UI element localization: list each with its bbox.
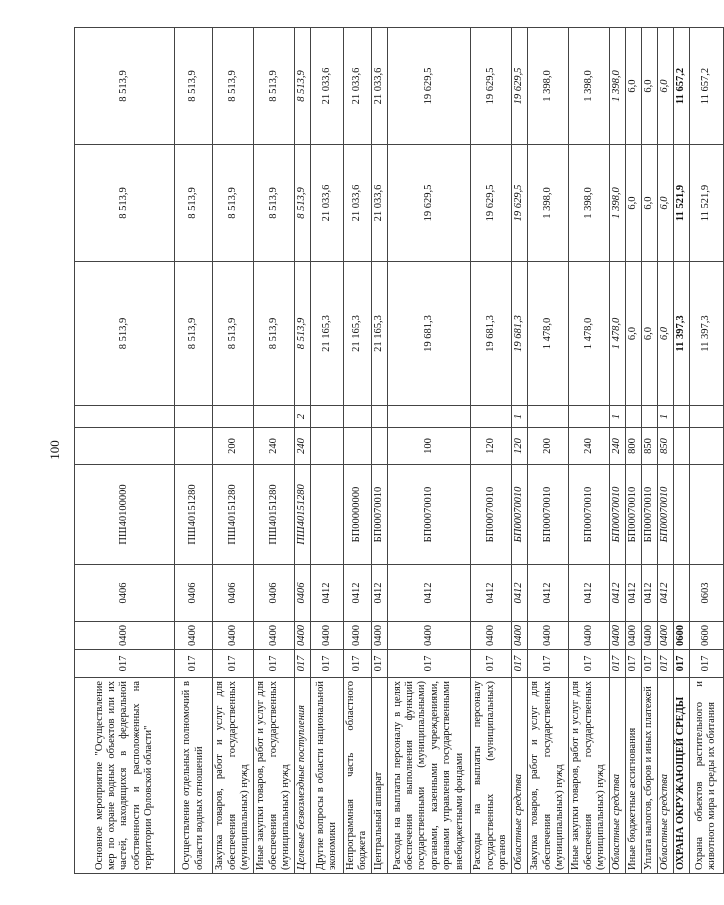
row-pr: 0603 xyxy=(689,565,723,622)
row-csr: ПШ40151280 xyxy=(175,465,213,565)
table-row xyxy=(175,28,213,874)
row-rz: 0400 xyxy=(609,622,625,650)
row-pr: 0412 xyxy=(625,565,641,622)
page-number: 100 xyxy=(47,440,62,460)
row-gr: 017 xyxy=(609,650,625,678)
row-gr: 017 xyxy=(625,650,641,678)
row-name: Закупка товаров, работ и услуг для обеспечения государственных (муниципальных) нужд xyxy=(213,678,254,874)
row-gr: 017 xyxy=(75,650,175,678)
row-gr: 017 xyxy=(568,650,609,678)
table-row xyxy=(527,28,568,874)
row-value-3: 11 657,2 xyxy=(673,28,689,145)
row-name: Областные средства xyxy=(657,678,673,874)
row-value-1: 8 513,9 xyxy=(295,262,311,406)
row-rz: 0400 xyxy=(254,622,295,650)
row-name: Осуществление отдельных полномочий в области водных отношений xyxy=(175,678,213,874)
row-sub xyxy=(641,406,657,428)
row-vr: 850 xyxy=(657,428,673,465)
row-name: Центральный аппарат xyxy=(371,678,387,874)
row-rz: 0600 xyxy=(689,622,723,650)
row-vr: 120 xyxy=(511,428,527,465)
row-value-3: 6,0 xyxy=(657,28,673,145)
row-sub xyxy=(568,406,609,428)
row-csr: БП00070010 xyxy=(609,465,625,565)
row-pr: 0412 xyxy=(387,565,470,622)
row-sub xyxy=(673,406,689,428)
row-pr: 0406 xyxy=(75,565,175,622)
row-pr: 0412 xyxy=(657,565,673,622)
row-value-2: 1 398,0 xyxy=(609,145,625,262)
row-value-2: 19 629,5 xyxy=(470,145,511,262)
row-value-2: 21 033,6 xyxy=(371,145,387,262)
row-value-3: 1 398,0 xyxy=(527,28,568,145)
row-gr: 017 xyxy=(387,650,470,678)
row-name: Закупка товаров, работ и услуг для обеспечения государственных (муниципальных) нужд xyxy=(527,678,568,874)
row-name: Иные закупки товаров, работ и услуг для обеспечения государственных (муниципальных) нужд xyxy=(568,678,609,874)
row-value-1: 21 165,3 xyxy=(371,262,387,406)
row-value-3: 8 513,9 xyxy=(75,28,175,145)
row-value-2: 8 513,9 xyxy=(213,145,254,262)
row-vr xyxy=(673,428,689,465)
table-row xyxy=(371,28,387,874)
budget-table xyxy=(74,27,724,874)
row-gr: 017 xyxy=(511,650,527,678)
row-vr xyxy=(371,428,387,465)
row-rz: 0600 xyxy=(673,622,689,650)
row-vr: 240 xyxy=(609,428,625,465)
row-vr: 800 xyxy=(625,428,641,465)
row-sub xyxy=(175,406,213,428)
row-pr: 0412 xyxy=(609,565,625,622)
row-value-1: 6,0 xyxy=(657,262,673,406)
row-value-3: 21 033,6 xyxy=(371,28,387,145)
row-gr: 017 xyxy=(311,650,344,678)
row-value-3: 1 398,0 xyxy=(568,28,609,145)
table-row xyxy=(511,28,527,874)
row-rz: 0400 xyxy=(213,622,254,650)
table-row xyxy=(641,28,657,874)
row-csr xyxy=(673,465,689,565)
row-name: Иные бюджетные ассигнования xyxy=(625,678,641,874)
row-name: Расходы на выплаты персоналу в целях обеспечения выполнения функций государственными (муниципальными) органами, казенными учреждениями, органами управления государственными внебюджетными фондами xyxy=(387,678,470,874)
row-vr: 850 xyxy=(641,428,657,465)
table-row xyxy=(689,28,723,874)
row-pr: 0406 xyxy=(254,565,295,622)
row-value-3: 8 513,9 xyxy=(295,28,311,145)
row-value-2: 21 033,6 xyxy=(344,145,372,262)
row-value-2: 19 629,5 xyxy=(387,145,470,262)
row-csr: БП00070010 xyxy=(387,465,470,565)
row-vr: 240 xyxy=(568,428,609,465)
row-gr: 017 xyxy=(673,650,689,678)
row-value-1: 6,0 xyxy=(625,262,641,406)
row-value-3: 6,0 xyxy=(625,28,641,145)
row-value-1: 11 397,3 xyxy=(689,262,723,406)
row-sub xyxy=(213,406,254,428)
row-name: Уплата налогов, сборов и иных платежей xyxy=(641,678,657,874)
row-sub xyxy=(371,406,387,428)
row-value-3: 19 629,5 xyxy=(387,28,470,145)
row-name: Иные закупки товаров, работ и услуг для обеспечения государственных (муниципальных) нужд xyxy=(254,678,295,874)
table-row xyxy=(75,28,175,874)
row-sub xyxy=(75,406,175,428)
table-row xyxy=(387,28,470,874)
row-gr: 017 xyxy=(689,650,723,678)
row-gr: 017 xyxy=(527,650,568,678)
row-rz: 0400 xyxy=(511,622,527,650)
table-row xyxy=(568,28,609,874)
table-row xyxy=(311,28,344,874)
row-gr: 017 xyxy=(213,650,254,678)
row-value-1: 21 165,3 xyxy=(311,262,344,406)
row-sub xyxy=(344,406,372,428)
row-value-3: 8 513,9 xyxy=(175,28,213,145)
row-rz: 0400 xyxy=(387,622,470,650)
row-gr: 017 xyxy=(657,650,673,678)
row-rz: 0400 xyxy=(641,622,657,650)
row-csr: БП00070010 xyxy=(371,465,387,565)
row-rz: 0400 xyxy=(344,622,372,650)
row-csr: БП00070010 xyxy=(511,465,527,565)
table-row xyxy=(625,28,641,874)
row-pr: 0412 xyxy=(311,565,344,622)
row-name: Охрана объектов растительного и животного мира и среды их обитания xyxy=(689,678,723,874)
row-name: ОХРАНА ОКРУЖАЮЩЕЙ СРЕДЫ xyxy=(673,678,689,874)
row-gr: 017 xyxy=(371,650,387,678)
row-gr: 017 xyxy=(175,650,213,678)
row-vr: 200 xyxy=(213,428,254,465)
row-name: Непрограммная часть областного бюджета xyxy=(344,678,372,874)
row-value-3: 8 513,9 xyxy=(213,28,254,145)
row-value-1: 6,0 xyxy=(641,262,657,406)
row-pr: 0406 xyxy=(175,565,213,622)
row-gr: 017 xyxy=(641,650,657,678)
row-value-3: 6,0 xyxy=(641,28,657,145)
row-csr: БП00070010 xyxy=(657,465,673,565)
row-value-2: 8 513,9 xyxy=(175,145,213,262)
row-rz: 0400 xyxy=(175,622,213,650)
row-vr: 240 xyxy=(295,428,311,465)
row-sub: 1 xyxy=(609,406,625,428)
row-csr: ПШ40151280 xyxy=(295,465,311,565)
budget-table-rotated xyxy=(74,28,718,874)
row-value-3: 21 033,6 xyxy=(311,28,344,145)
table-body xyxy=(75,28,724,874)
row-value-2: 11 521,9 xyxy=(673,145,689,262)
table-row xyxy=(609,28,625,874)
row-rz: 0400 xyxy=(75,622,175,650)
row-value-2: 1 398,0 xyxy=(527,145,568,262)
row-sub: 2 xyxy=(295,406,311,428)
row-rz: 0400 xyxy=(657,622,673,650)
row-value-2: 8 513,9 xyxy=(254,145,295,262)
row-name: Основное мероприятие "Осуществление мер по охране водных объектов или их частей, находящихся в федеральной собственности и расположенных на территории Орловской области" xyxy=(75,678,175,874)
row-gr: 017 xyxy=(295,650,311,678)
row-csr: БП00070010 xyxy=(641,465,657,565)
row-vr: 120 xyxy=(470,428,511,465)
row-value-2: 6,0 xyxy=(641,145,657,262)
table-row xyxy=(673,28,689,874)
row-pr: 0412 xyxy=(641,565,657,622)
row-gr: 017 xyxy=(344,650,372,678)
row-value-3: 8 513,9 xyxy=(254,28,295,145)
row-rz: 0400 xyxy=(470,622,511,650)
row-csr xyxy=(311,465,344,565)
row-name: Областные средства xyxy=(511,678,527,874)
row-value-1: 8 513,9 xyxy=(254,262,295,406)
row-value-1: 1 478,0 xyxy=(568,262,609,406)
row-sub xyxy=(625,406,641,428)
row-vr xyxy=(344,428,372,465)
row-gr: 017 xyxy=(470,650,511,678)
row-value-2: 11 521,9 xyxy=(689,145,723,262)
row-value-1: 19 681,3 xyxy=(470,262,511,406)
row-vr xyxy=(175,428,213,465)
table-row xyxy=(657,28,673,874)
row-csr: ПШ40100000 xyxy=(75,465,175,565)
row-csr: ПШ40151280 xyxy=(254,465,295,565)
row-vr: 200 xyxy=(527,428,568,465)
row-value-1: 1 478,0 xyxy=(527,262,568,406)
row-value-1: 8 513,9 xyxy=(75,262,175,406)
row-pr: 0412 xyxy=(470,565,511,622)
table-row xyxy=(213,28,254,874)
row-sub xyxy=(470,406,511,428)
row-csr: БП00070010 xyxy=(625,465,641,565)
row-value-2: 19 629,5 xyxy=(511,145,527,262)
row-csr: БП00070010 xyxy=(568,465,609,565)
row-value-1: 8 513,9 xyxy=(213,262,254,406)
row-value-3: 19 629,5 xyxy=(470,28,511,145)
row-value-3: 11 657,2 xyxy=(689,28,723,145)
row-name: Другие вопросы в области национальной экономики xyxy=(311,678,344,874)
row-value-1: 19 681,3 xyxy=(511,262,527,406)
row-csr xyxy=(689,465,723,565)
row-rz: 0400 xyxy=(527,622,568,650)
row-sub xyxy=(387,406,470,428)
table-row xyxy=(254,28,295,874)
row-sub: 1 xyxy=(657,406,673,428)
row-sub xyxy=(254,406,295,428)
row-value-2: 8 513,9 xyxy=(295,145,311,262)
row-value-1: 21 165,3 xyxy=(344,262,372,406)
row-rz: 0400 xyxy=(295,622,311,650)
row-pr: 0406 xyxy=(295,565,311,622)
table-row xyxy=(470,28,511,874)
row-name: Расходы на выплаты персоналу государственных (муниципальных) органов xyxy=(470,678,511,874)
row-pr: 0412 xyxy=(344,565,372,622)
table-row xyxy=(344,28,372,874)
row-name: Целевые безвозмездные поступления xyxy=(295,678,311,874)
row-pr: 0412 xyxy=(527,565,568,622)
row-sub xyxy=(689,406,723,428)
row-pr: 0412 xyxy=(568,565,609,622)
row-value-1: 8 513,9 xyxy=(175,262,213,406)
row-value-1: 1 478,0 xyxy=(609,262,625,406)
row-vr: 240 xyxy=(254,428,295,465)
row-vr xyxy=(75,428,175,465)
row-vr: 100 xyxy=(387,428,470,465)
row-csr: ПШ40151280 xyxy=(213,465,254,565)
row-csr: БП00070010 xyxy=(470,465,511,565)
row-rz: 0400 xyxy=(311,622,344,650)
row-value-2: 8 513,9 xyxy=(75,145,175,262)
row-value-2: 21 033,6 xyxy=(311,145,344,262)
row-value-1: 11 397,3 xyxy=(673,262,689,406)
row-value-3: 19 629,5 xyxy=(511,28,527,145)
row-csr: БП00000000 xyxy=(344,465,372,565)
row-pr xyxy=(673,565,689,622)
row-sub xyxy=(527,406,568,428)
row-sub: 1 xyxy=(511,406,527,428)
row-pr: 0406 xyxy=(213,565,254,622)
row-pr: 0412 xyxy=(371,565,387,622)
row-value-1: 19 681,3 xyxy=(387,262,470,406)
row-value-3: 1 398,0 xyxy=(609,28,625,145)
table-row xyxy=(295,28,311,874)
row-value-3: 21 033,6 xyxy=(344,28,372,145)
row-rz: 0400 xyxy=(625,622,641,650)
row-pr: 0412 xyxy=(511,565,527,622)
row-value-2: 6,0 xyxy=(625,145,641,262)
row-vr xyxy=(689,428,723,465)
row-csr: БП00070010 xyxy=(527,465,568,565)
row-value-2: 1 398,0 xyxy=(568,145,609,262)
row-rz: 0400 xyxy=(371,622,387,650)
row-sub xyxy=(311,406,344,428)
row-value-2: 6,0 xyxy=(657,145,673,262)
row-name: Областные средства xyxy=(609,678,625,874)
row-rz: 0400 xyxy=(568,622,609,650)
row-vr xyxy=(311,428,344,465)
row-gr: 017 xyxy=(254,650,295,678)
